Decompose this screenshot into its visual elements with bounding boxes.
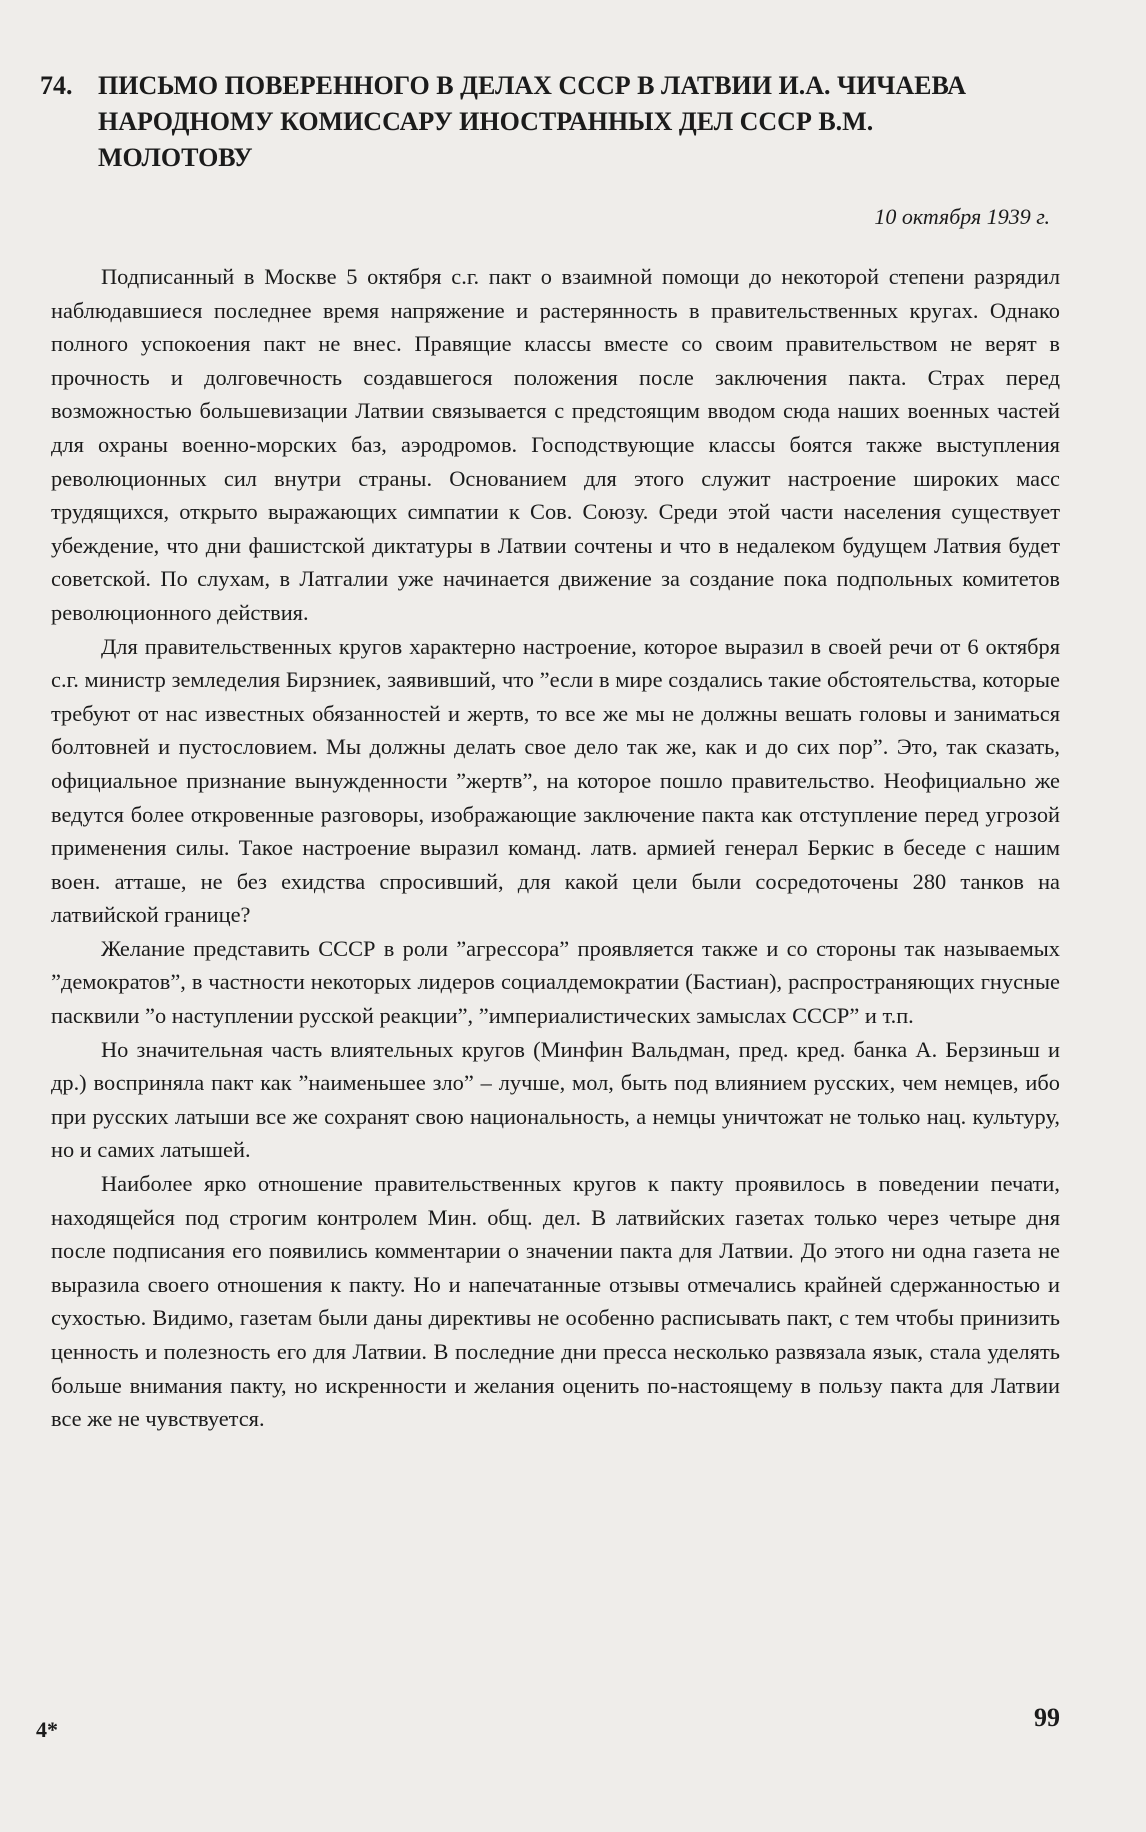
paragraph: Желание представить СССР в роли ”агрессора” проявляется также и со стороны так называемых ”демократов”, в частности некоторых лидеров социалдемократии (Бастиан), распространяющих гнусные пасквили ”о наступлении русской реакции”, ”империалистических замыслах СССР” и т.п. — [51, 935, 1060, 1029]
paragraph: Подписанный в Москве 5 октября с.г. пакт о взаимной помощи до некоторой степени разрядил наблюдавшиеся последнее время напряжение и растерянность в правительственных кругах. Однако полного успокоения пакт не внес. Правящие классы вместе со своим правительством не верят в прочность и долговечность создавшегося положения после заключения пакта. Страх перед возможностью большевизации Латвии связывается с предстоящим вводом сюда наших военных частей для охраны военно-морских баз, аэродромов. Господствующие классы боятся также выступления революционных сил внутри страны. Основанием для этого служит настроение широких масс трудящихся, открыто выражающих симпатии к Сов. Союзу. Среди этой части населения существует убеждение, что дни фашистской диктатуры в Латвии сочтены и что в недалеком будущем Латвия будет советской. По слухам, в Латгалии уже начинается движение за создание пока подпольных комитетов революционного действия. — [51, 264, 1060, 625]
signature-mark: 4* — [36, 1717, 58, 1742]
document-body — [51, 260, 1060, 1436]
document-title: ПИСЬМО ПОВЕРЕННОГО В ДЕЛАХ СССР В ЛАТВИИ И.А. ЧИЧАЕВА НАРОДНОМУ КОМИССАРУ ИНОСТРАННЫХ ДЕЛ СССР В.М. МОЛОТОВУ — [98, 71, 966, 172]
document-date: 10 октября 1939 г. — [874, 204, 1050, 229]
document-number: 74. — [40, 71, 73, 100]
paragraph: Но значительная часть влиятельных кругов (Минфин Вальдман, пред. кред. банка А. Берзиньш и др.) восприняла пакт как ”наименьшее зло” – лучше, мол, быть под влиянием русских, чем немцев, ибо при русских латыши все же сохранят свою национальность, а немцы уничтожат не только нац. культуру, но и самих латышей. — [51, 1036, 1060, 1163]
paragraph: Для правительственных кругов характерно настроение, которое выразил в своей речи от 6 октября с.г. министр земледелия Бирзниек, заявивший, что ”если в мире создались такие обстоятельства, которые требуют от нас известных обязанностей и жертв, то все же мы не должны вешать головы и заниматься болтовней и пустословием. Мы должны делать свое дело так же, как и до сих пор”. Это, так сказать, официальное признание вынужденности ”жертв”, на которое пошло правительство. Неофициально же ведутся более откровенные разговоры, изображающие заключение пакта как отступление перед угрозой применения силы. Такое настроение выразил команд. латв. армией генерал Беркис в беседе с нашим воен. атташе, не без ехидства спросивший, для какой цели были сосредоточены 280 танков на латвийской границе? — [51, 633, 1060, 928]
document-title-block — [40, 68, 1020, 176]
page-number: 99 — [1034, 1703, 1060, 1732]
paragraph: Наиболее ярко отношение правительственных кругов к пакту проявилось в поведении печати, находящейся под строгим контролем Мин. общ. дел. В латвийских газетах только через четыре дня после подписания его появились комментарии о значении пакта для Латвии. До этого ни одна газета не выразила своего отношения к пакту. Но и напечатанные отзывы отмечались крайней сдержанностью и сухостью. Видимо, газетам были даны директивы не особенно расписывать пакт, с тем чтобы принизить ценность и полезность его для Латвии. В последние дни пресса несколько развязала язык, стала уделять больше внимания пакту, но искренности и желания оценить по-настоящему в пользу пакта для Латвии все же не чувствуется. — [51, 1171, 1060, 1432]
